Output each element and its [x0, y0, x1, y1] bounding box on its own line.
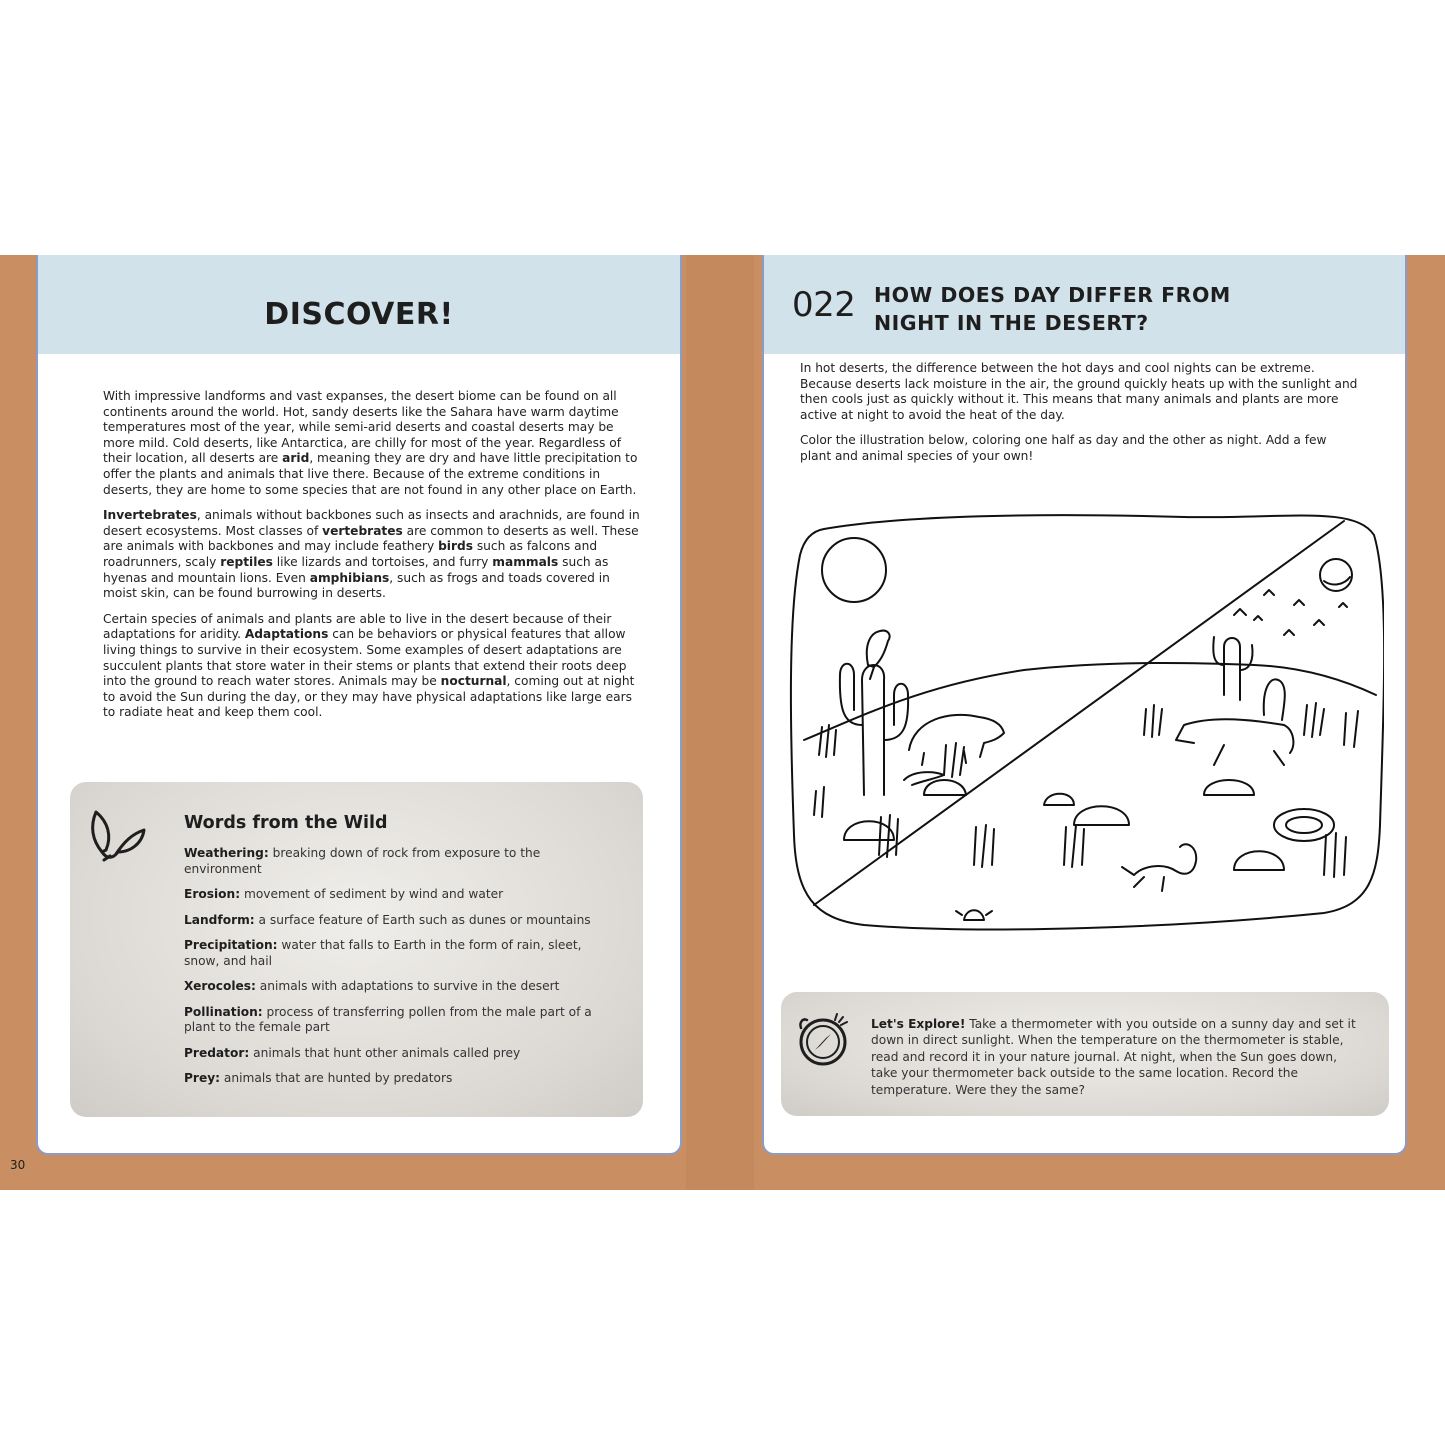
sun	[822, 538, 886, 602]
page-number: 30	[10, 1158, 26, 1172]
key-term: birds	[438, 539, 473, 554]
coyote	[1176, 719, 1293, 765]
text-run: such as hyenas and mountain lions. Even	[103, 554, 609, 585]
text-run: such as falcons and roadrunners, scaly	[103, 539, 598, 569]
text-run: are common to deserts as well. These are animals with backbones and may include feathery	[103, 523, 639, 554]
text-run: , coming out at night to avoid the Sun during the day, or they may have physical adaptations like large ears to radiate heat and keep them cool.	[103, 674, 635, 720]
words-box-title: Words from the Wild	[184, 813, 388, 833]
lizard	[904, 772, 944, 785]
desert-day-night-coloring-illustration	[784, 495, 1384, 940]
glossary-list	[184, 846, 614, 1097]
glossary-entry	[184, 1005, 614, 1036]
text-run: , such as frogs and toads covered in moist skin, can be found burrowing in deserts.	[103, 570, 610, 601]
key-term: mammals	[492, 554, 559, 569]
key-term: Invertebrates	[103, 508, 197, 523]
header-band	[764, 255, 1405, 354]
glossary-term: Xerocoles:	[184, 979, 256, 993]
activity-paragraph-1: In hot deserts, the difference between the hot days and cool nights can be extreme. Because deserts lack moisture in the air, the ground quickly heats up with the sunlight and then cools just as quickly without it. This means that many animals and plants are more active at night to avoid the heat of the day.	[800, 361, 1358, 422]
hawk	[867, 631, 890, 679]
glossary-definition: water that falls to Earth in the form of rain, sleet, snow, and hail	[184, 938, 582, 968]
glossary-entry	[184, 1071, 614, 1087]
bats	[1234, 590, 1347, 635]
glossary-term: Erosion:	[184, 887, 241, 901]
lets-explore-box	[781, 992, 1389, 1116]
saguaro-cactus	[840, 664, 908, 795]
key-term: Adaptations	[244, 627, 329, 642]
key-term: arid	[282, 451, 310, 466]
key-term: nocturnal	[440, 674, 507, 689]
glossary-definition: animals that hunt other animals called prey	[249, 1045, 521, 1060]
glossary-term: Prey:	[184, 1071, 221, 1085]
explore-label: Let's Explore!	[871, 1017, 966, 1031]
activity-number: 022	[792, 285, 856, 325]
glossary-term: Landform:	[184, 912, 255, 927]
scorpion	[1122, 844, 1196, 891]
compass-icon	[793, 1008, 855, 1070]
glossary-definition: animals with adaptations to survive in the desert	[255, 979, 560, 993]
glossary-entry	[184, 938, 614, 969]
key-term: vertebrates	[322, 523, 403, 538]
glossary-definition: a surface feature of Earth such as dunes or mountains	[254, 912, 591, 927]
intro-paragraph-1	[103, 389, 643, 498]
glossary-entry	[184, 846, 614, 877]
moon	[1320, 559, 1352, 591]
glossary-entry	[184, 979, 614, 995]
glossary-definition: breaking down of rock from exposure to the environment	[184, 846, 541, 876]
text-run: can be behaviors or physical features that allow living things to survive in their ecosystem. Some examples of desert adaptations are succulent plants that store water in their stems or plants that extend their roots deep into the ground to reach water stores. Animals may be	[103, 627, 627, 689]
left-page	[36, 255, 682, 1155]
explore-text	[871, 1016, 1361, 1098]
activity-title: HOW DOES DAY DIFFER FROM NIGHT IN THE DESERT?	[874, 283, 1231, 335]
text-run: like lizards and tortoises, and furry	[272, 554, 493, 569]
cactus-night	[1213, 637, 1252, 700]
page-title: DISCOVER!	[264, 297, 454, 332]
horizon	[804, 663, 1376, 740]
header-band	[38, 255, 680, 354]
book-spread	[0, 255, 1445, 1190]
text-run: With impressive landforms and vast expanses, the desert biome can be found on all continents around the world. Hot, sandy deserts like the Sahara have warm daytime temperatures most of the year, while semi-arid deserts and coastal deserts may be more mild. Cold deserts, like Antarctica, are chilly for most of the year. Regardless of their location, all deserts are	[103, 389, 621, 466]
glossary-definition: movement of sediment by wind and water	[240, 887, 504, 901]
javelina	[909, 715, 1004, 765]
words-from-the-wild-box	[70, 782, 643, 1117]
key-term: amphibians	[309, 570, 390, 585]
book-gutter	[686, 255, 754, 1190]
activity-paragraph-2: Color the illustration below, coloring one half as day and the other as night. Add a few plant and animal species of your own!	[800, 433, 1327, 463]
beetle	[956, 910, 992, 920]
intro-paragraph-2	[103, 508, 643, 602]
glossary-term: Predator:	[184, 1045, 250, 1060]
text-run: , meaning they are dry and have little precipitation to offer the plants and animals that live there. Because of the extreme conditions in deserts, they are home to some species that are not found in any other place on Earth.	[103, 451, 638, 497]
coiled-snake	[1274, 809, 1334, 841]
glossary-term: Precipitation:	[184, 938, 278, 952]
glossary-term: Weathering:	[184, 846, 269, 860]
text-run: , animals without backbones such as insects and arachnids, are found in desert ecosystems. Most classes of	[103, 508, 640, 538]
glossary-entry	[184, 913, 614, 929]
glossary-term: Pollination:	[184, 1004, 263, 1019]
illustration-frame	[791, 515, 1384, 929]
right-page	[762, 255, 1407, 1155]
grass-clumps	[814, 703, 1358, 877]
glossary-definition: process of transferring pollen from the male part of a plant to the female part	[184, 1004, 592, 1034]
key-term: reptiles	[220, 554, 273, 569]
explore-instructions: Take a thermometer with you outside on a sunny day and set it down in direct sunlight. When the temperature on the thermometer is stable, read and record it in your nature journal. At night, when the Sun goes down, take your thermometer back outside to the same location. Record the temperature. Were they the same?	[871, 1017, 1356, 1097]
activity-text	[800, 361, 1360, 475]
text-run: Certain species of animals and plants are able to live in the desert because of their adaptations for aridity.	[103, 611, 612, 642]
intro-text	[103, 389, 643, 731]
glossary-entry	[184, 1046, 614, 1062]
leaf-sprig-icon	[88, 800, 148, 864]
glossary-definition: animals that are hunted by predators	[220, 1071, 453, 1085]
intro-paragraph-3	[103, 612, 643, 721]
glossary-entry	[184, 887, 614, 903]
